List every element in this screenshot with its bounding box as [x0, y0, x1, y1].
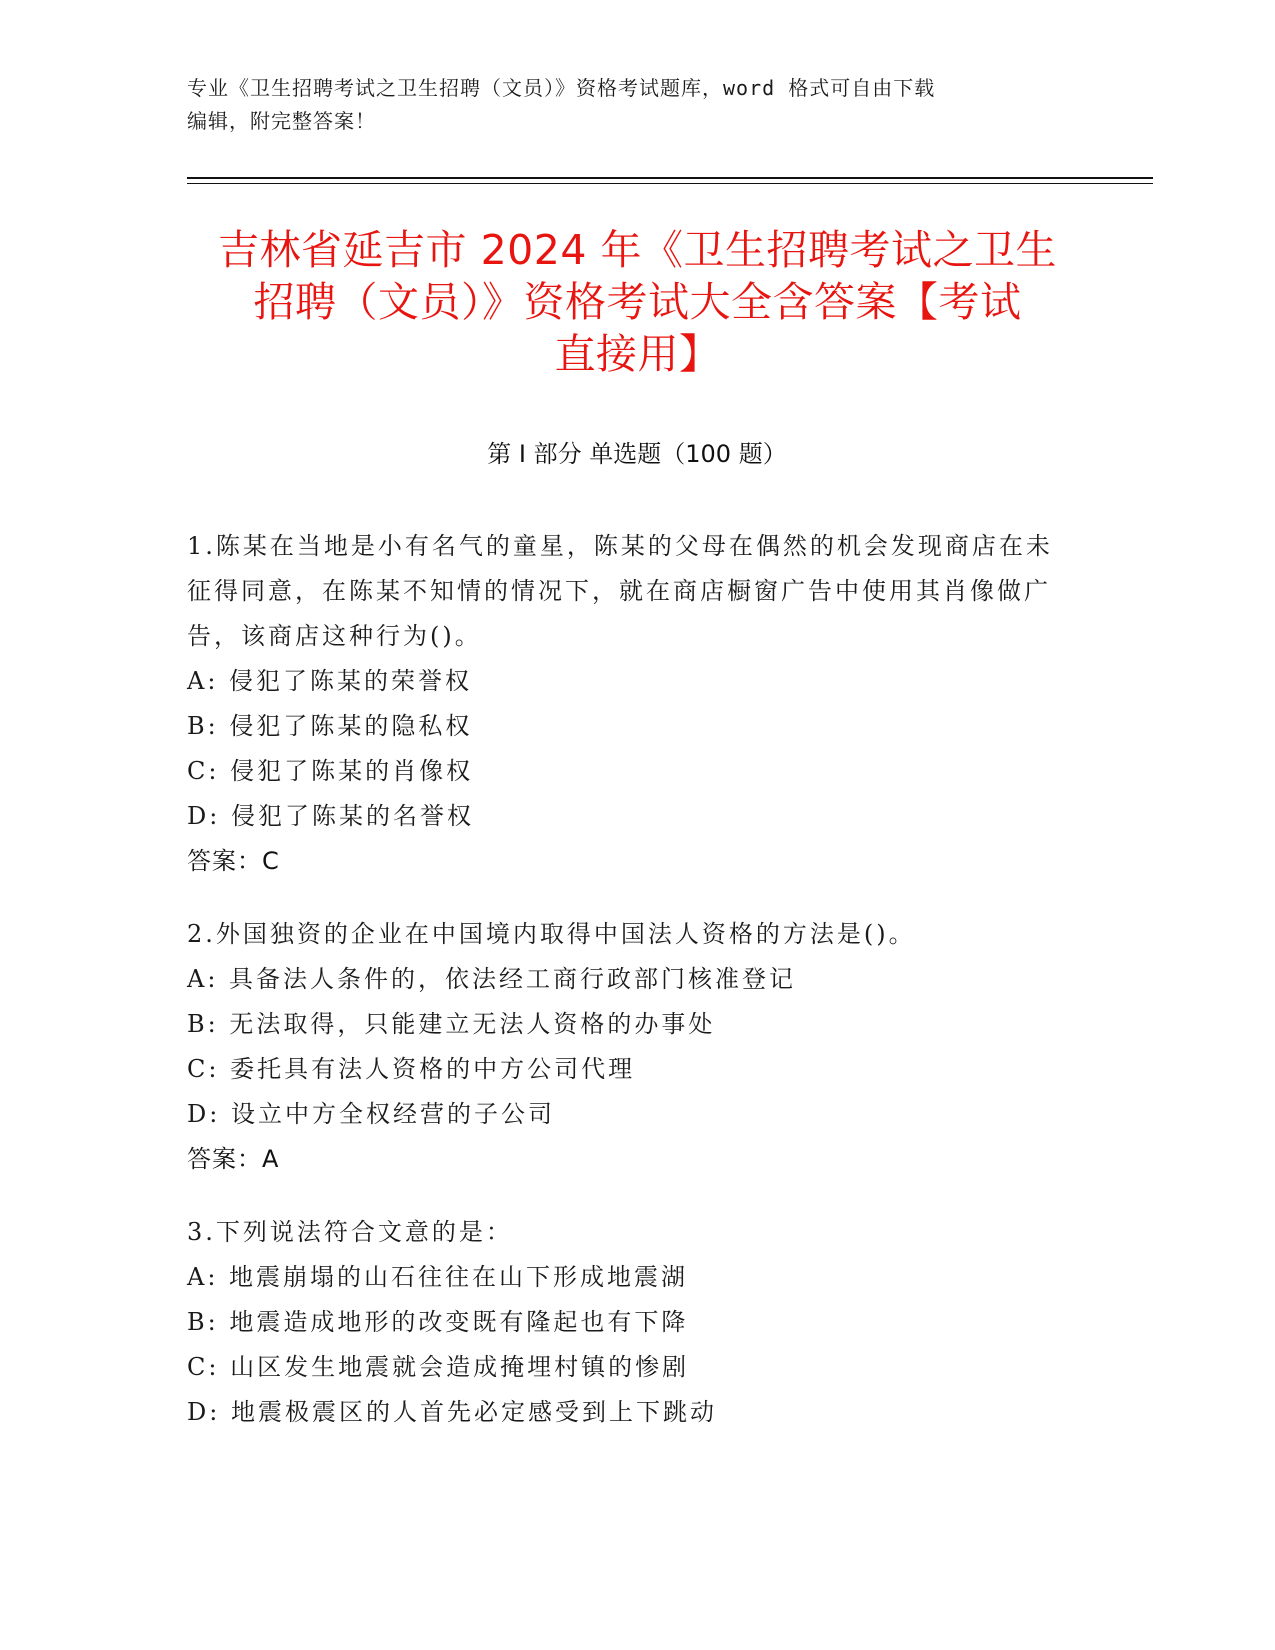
option-c: C: 侵犯了陈某的肖像权 [187, 757, 474, 785]
option-d: D: 地震极震区的人首先必定感受到上下跳动 [187, 1398, 717, 1426]
document-title-line-2: 招聘（文员）》资格考试大全含答案【考试 [253, 278, 1022, 326]
document-title-line-3: 直接用】 [554, 330, 721, 378]
header-note-line-2: 编辑，附完整答案！ [187, 109, 376, 133]
answer-text: 答案：A [187, 1145, 280, 1173]
header-divider-thin [187, 183, 1153, 184]
option-a: A: 具备法人条件的，依法经工商行政部门核准登记 [187, 965, 797, 993]
answer-text: 答案：C [187, 847, 280, 875]
option-d: D: 侵犯了陈某的名誉权 [187, 802, 474, 830]
question-item-3 [187, 1210, 1067, 1435]
option-a: A: 侵犯了陈某的荣誉权 [187, 667, 473, 695]
section-title: 第 I 部分 单选题（100 题） [487, 440, 787, 468]
option-c: C: 委托具有法人资格的中方公司代理 [187, 1055, 636, 1083]
option-c: C: 山区发生地震就会造成掩埋村镇的惨剧 [187, 1353, 690, 1381]
option-a: A: 地震崩塌的山石往往在山下形成地震湖 [187, 1263, 689, 1291]
document-title [160, 224, 1115, 380]
option-b: B: 地震造成地形的改变既有隆起也有下降 [187, 1308, 689, 1336]
header-note [187, 72, 1087, 138]
document-title-line-1: 吉林省延吉市 2024 年《卫生招聘考试之卫生 [218, 226, 1057, 274]
option-b: B: 无法取得，只能建立无法人资格的办事处 [187, 1010, 716, 1038]
header-note-line-1: 专业《卫生招聘考试之卫生招聘（文员）》资格考试题库，word 格式可自由下载 [187, 76, 936, 100]
header-divider-thick [187, 177, 1153, 179]
question-item-2 [187, 912, 1067, 1182]
option-d: D: 设立中方全权经营的子公司 [187, 1100, 555, 1128]
question-stem: 1.陈某在当地是小有名气的童星，陈某的父母在偶然的机会发现商店在未征得同意，在陈某不知情的情况下，就在商店橱窗广告中使用其肖像做广告，该商店这种行为()。 [187, 532, 1053, 650]
question-stem: 2.外国独资的企业在中国境内取得中国法人资格的方法是()。 [187, 920, 916, 948]
option-b: B: 侵犯了陈某的隐私权 [187, 712, 473, 740]
question-item-1 [187, 524, 1067, 884]
question-stem: 3.下列说法符合文意的是： [187, 1218, 513, 1246]
question-list [187, 524, 1067, 1463]
